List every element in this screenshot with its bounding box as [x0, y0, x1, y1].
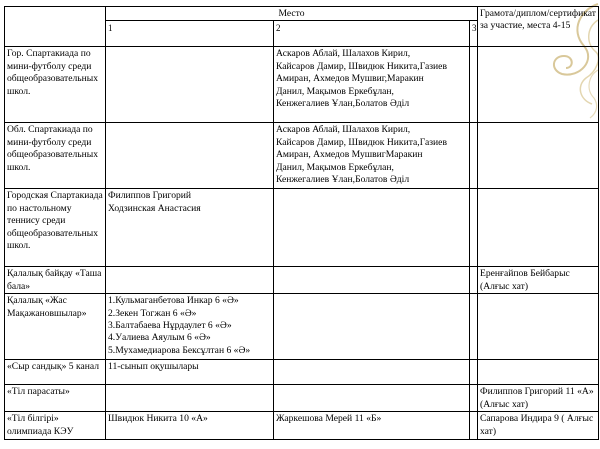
participant-line: Кенжегалиев Ұлан,Болатов Әділ — [276, 174, 410, 186]
table-row — [5, 412, 599, 440]
table-row — [5, 267, 599, 294]
place-1-cell — [106, 385, 274, 412]
certificate-cell — [478, 294, 599, 360]
place-1-cell — [106, 47, 274, 123]
place-2-cell — [274, 47, 470, 123]
table-row — [5, 360, 599, 385]
participant-line: Ходзинская Анастасия — [108, 202, 201, 214]
participant-line: Филиппов Григорий — [108, 190, 192, 202]
certificate-cell — [478, 189, 599, 267]
header-certificate: Грамота/диплом/сертификат за участие, места 4-15 — [478, 7, 599, 47]
place-1-cell — [106, 267, 274, 294]
place-1-cell — [106, 360, 274, 385]
participant-line: 2.Зекен Тогжан 6 «Ә» — [108, 307, 197, 319]
certificate-cell: Филиппов Григорий 11 «А» (Алғыс хат) — [478, 385, 599, 412]
participant-line: Кенжегалиев Ұлан,Болатов Әділ — [276, 98, 410, 110]
event-cell: Қалалық байқау «Таша бала» — [5, 267, 106, 294]
participant-line: 5.Мухамедиарова Бексұлтан 6 «Ә» — [108, 344, 251, 356]
certificate-cell — [478, 47, 599, 123]
place-1-cell — [106, 412, 274, 440]
header-place-2: 2 — [274, 21, 470, 47]
certificate-cell — [478, 360, 599, 385]
header-place-1: 1 — [106, 21, 274, 47]
participant-line: 3.Балтабаева Нұрдаулет 6 «Ә» — [108, 320, 232, 332]
table-row — [5, 47, 599, 123]
header-empty-cell — [5, 7, 106, 47]
header-place: Место — [106, 7, 478, 21]
participant-line: Аскаров Аблай, Шалахов Кирил, — [276, 124, 411, 136]
place-3-cell — [470, 360, 478, 385]
event-cell: «Тіл білгірі» олимпиада КЭУ — [5, 412, 106, 440]
place-2-cell — [274, 360, 470, 385]
header-place-3: 3 — [470, 21, 478, 47]
table-row — [5, 385, 599, 412]
place-2-cell — [274, 189, 470, 267]
place-1-cell — [106, 189, 274, 267]
event-cell: «Тіл парасаты» — [5, 385, 106, 412]
place-2-cell — [274, 267, 470, 294]
place-2-cell — [274, 412, 470, 440]
participant-line: 4.Уалиева Аяулым 6 «Ә» — [108, 332, 211, 344]
participant-line: Кайсаров Дамир, Швидюк Никита,Газиев — [276, 136, 447, 148]
participant-line: Амиран, Ахмедов Мушвиг,Маракин — [276, 73, 424, 85]
participant-line: Аскаров Аблай, Шалахов Кирил, — [276, 48, 411, 60]
event-cell: Гор. Спартакиада по мини-футболу среди общеобразовательных школ. — [5, 47, 106, 123]
participant-line: Кайсаров Дамир, Швидюк Никита,Газиев — [276, 60, 447, 72]
place-3-cell — [470, 385, 478, 412]
place-3-cell — [470, 294, 478, 360]
participant-line: Данил, Мақымов Еркебұлан, — [276, 161, 394, 173]
table-row — [5, 189, 599, 267]
place-3-cell — [470, 47, 478, 123]
event-cell: «Сыр сандық» 5 канал — [5, 360, 106, 385]
table-row — [5, 294, 599, 360]
event-cell: Қалалық «Жас Мақажановшылар» — [5, 294, 106, 360]
place-3-cell — [470, 412, 478, 440]
participant-line: Амиран, Ахмедов МушвигМаракин — [276, 149, 423, 161]
participant-line: Швидюк Никита 10 «А» — [108, 413, 208, 425]
participant-line: Данил, Мақымов Еркебұлан, — [276, 85, 394, 97]
participant-line: 1.Кульмаганбетова Инкар 6 «Ә» — [108, 295, 239, 307]
place-1-cell — [106, 294, 274, 360]
place-2-cell — [274, 123, 470, 189]
header-row — [5, 7, 599, 21]
place-3-cell — [470, 189, 478, 267]
participant-line: 11-сынып оқушылары — [108, 361, 199, 373]
event-cell: Городская Спартакиада по настольному теннису среди общеобразовательных школ. — [5, 189, 106, 267]
certificate-cell — [478, 123, 599, 189]
participant-line: Жаркешова Мерей 11 «Б» — [276, 413, 382, 425]
event-cell: Обл. Спартакиада по мини-футболу среди общеобразовательных школ. — [5, 123, 106, 189]
table-row — [5, 123, 599, 189]
certificate-cell: Сапарова Индира 9 ( Алғыс хат) — [478, 412, 599, 440]
place-1-cell — [106, 123, 274, 189]
place-3-cell — [470, 123, 478, 189]
place-2-cell — [274, 294, 470, 360]
place-2-cell — [274, 385, 470, 412]
place-3-cell — [470, 267, 478, 294]
results-table — [4, 6, 599, 440]
certificate-cell: Еренғайпов Бейбарыс (Алғыс хат) — [478, 267, 599, 294]
